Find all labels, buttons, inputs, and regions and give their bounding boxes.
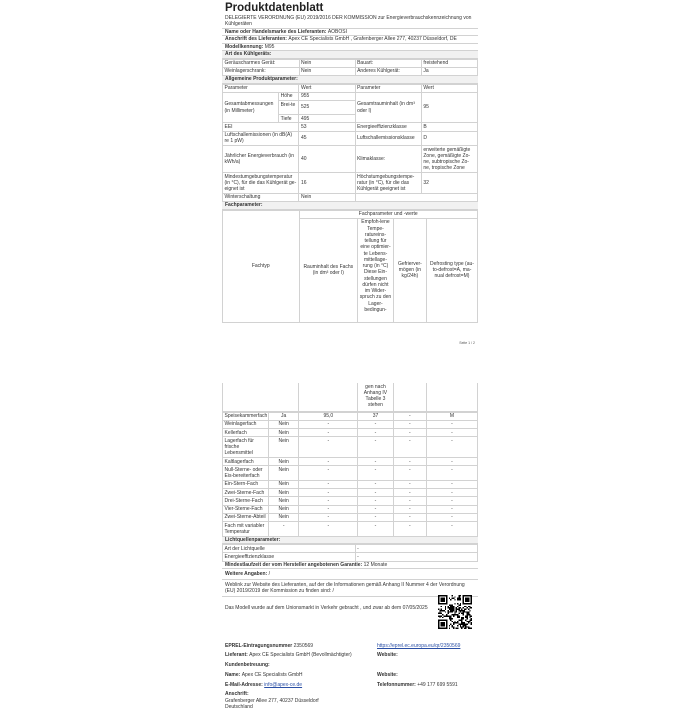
cell: Nein bbox=[268, 458, 299, 466]
cell: - bbox=[393, 513, 426, 521]
cell: - bbox=[393, 437, 426, 458]
warranty-label: Mindestlaufzeit der vom Hersteller angebotenen Garantie: bbox=[225, 562, 362, 568]
cell: - bbox=[393, 429, 426, 437]
cell: - bbox=[426, 522, 477, 537]
lieferant-label: Lieferant: bbox=[225, 652, 248, 658]
cell: Bauart: bbox=[355, 59, 421, 67]
temp-header-continued: gen nach Anhang IV Tabelle 3 stehen bbox=[358, 383, 394, 411]
cell bbox=[299, 383, 358, 411]
cell: - bbox=[299, 505, 358, 513]
cell: Nein bbox=[268, 497, 299, 505]
cell: - bbox=[358, 505, 394, 513]
cell: Ja bbox=[421, 67, 477, 75]
cell: 955 bbox=[299, 92, 355, 100]
name-value: Apex CE Specialists GmbH bbox=[242, 672, 303, 678]
model-row bbox=[222, 44, 478, 52]
cell: - bbox=[426, 437, 477, 458]
cell: Gesamtabmessungen (in Millimeter) bbox=[223, 92, 279, 123]
cell: - bbox=[426, 420, 477, 428]
website-label-2: Website: bbox=[377, 672, 398, 678]
cell: - bbox=[426, 458, 477, 466]
cell: - bbox=[393, 466, 426, 481]
lieferant-row bbox=[222, 650, 478, 660]
regulation-text: DELEGIERTE VERORDNUNG (EU) 2019/2016 DER KOMMISSION zur Energieverbrauchskennzeichnung von Kühlgeräten bbox=[225, 15, 475, 28]
cell: 32 bbox=[421, 173, 477, 194]
cell: Nein bbox=[268, 489, 299, 497]
compartment-table bbox=[222, 383, 478, 412]
header-cell: Parameter bbox=[355, 84, 421, 92]
eprel-row bbox=[222, 641, 478, 650]
address-row bbox=[222, 36, 478, 44]
cell: Weinlagerfach bbox=[223, 420, 269, 428]
supplier-label: Name oder Handelsmarke des Lieferanten: bbox=[225, 29, 326, 35]
cell bbox=[223, 383, 299, 411]
temp-header: Empfoh-lene Tempe-ratureins-tellung für eine optimier-te Lebens-mittellage-rung (in °C) Diese Ein-stellungen dürfen nicht im Wider-spruch zu den Lager-bedingun- bbox=[358, 218, 394, 322]
type-table bbox=[222, 59, 478, 77]
cell: Brei-te bbox=[279, 101, 299, 115]
table-row bbox=[223, 505, 478, 513]
cell: - bbox=[393, 489, 426, 497]
cell: - bbox=[426, 489, 477, 497]
weblink-text: Weblink zur Website des Lieferanten, auf der die Informationen gemäß Anhang II Nummer 4 der Verordnung (EU) 2019/2019 der Kommission zu finden sind: / bbox=[225, 582, 475, 595]
cell: Luftschallemissionsklasse bbox=[355, 131, 421, 146]
cell: 40 bbox=[299, 146, 355, 173]
table-row bbox=[223, 522, 478, 537]
cell: Höchstumgebungstempe-ratur (in °C), für die das Kühlgerät geeignet ist bbox=[355, 173, 421, 194]
table-row bbox=[223, 146, 478, 173]
table-row bbox=[223, 92, 478, 100]
appliance-type-heading bbox=[222, 51, 478, 59]
warranty-value: 12 Monate bbox=[364, 562, 388, 568]
table-row bbox=[223, 123, 478, 131]
cell: Nein bbox=[268, 466, 299, 481]
cell: Nein bbox=[268, 429, 299, 437]
further-value: / bbox=[269, 571, 270, 577]
cell: Speisekammerfach bbox=[223, 412, 269, 420]
page-number: Seite 1 / 2 bbox=[459, 341, 475, 345]
cell: Nein bbox=[268, 480, 299, 488]
table-row bbox=[223, 437, 478, 458]
table-header-row bbox=[223, 210, 478, 218]
cell: - bbox=[393, 522, 426, 537]
compartment-rows bbox=[222, 412, 478, 537]
cell: Nein bbox=[268, 437, 299, 458]
qr-code-icon bbox=[438, 595, 472, 629]
cell: - bbox=[393, 412, 426, 420]
cell: Energieeffizienzklasse bbox=[223, 553, 356, 561]
table-row bbox=[223, 173, 478, 194]
table-row bbox=[223, 497, 478, 505]
cell: Drei-Sterne-Fach bbox=[223, 497, 269, 505]
qr-code bbox=[438, 595, 472, 629]
cell: Jährlicher Energieverbrauch (in kWh/a) bbox=[223, 146, 299, 173]
regulation-row bbox=[222, 15, 478, 29]
cell: 16 bbox=[299, 173, 355, 194]
cell: Anderes Kühlgerät: bbox=[355, 67, 421, 75]
cell: 45 bbox=[299, 131, 355, 146]
cell: - bbox=[393, 480, 426, 488]
general-params-label: Allgemeine Produktparameter: bbox=[225, 76, 298, 82]
anschrift-value: Grafenberger Allee 277, 40237 Düsseldorf Deutschland bbox=[225, 698, 320, 710]
table-row bbox=[223, 67, 478, 75]
further-row bbox=[222, 569, 478, 580]
cell: Gesamtrauminhalt (in dm³ oder l) bbox=[355, 92, 421, 123]
page-title: Produktdatenblatt bbox=[222, 0, 478, 15]
anschrift-label: Anschrift: bbox=[225, 691, 475, 697]
cell: Nein bbox=[299, 193, 355, 201]
header-cell: Wert bbox=[421, 84, 477, 92]
table-row bbox=[223, 480, 478, 488]
cell: B bbox=[421, 123, 477, 131]
fach-header: Fachparameter und -werte bbox=[299, 210, 478, 218]
cell: - bbox=[299, 437, 358, 458]
cell: freistehend bbox=[421, 59, 477, 67]
lieferant-value: Apex CE Specialists GmbH (Bevollmächtigter) bbox=[249, 652, 352, 658]
table-row bbox=[223, 131, 478, 146]
compartment-params-heading bbox=[222, 202, 478, 210]
cell: - bbox=[299, 513, 358, 521]
header-cell: Parameter bbox=[223, 84, 299, 92]
cell: - bbox=[355, 545, 477, 553]
freeze-header: Gefrierver-mögen (in kg/24h) bbox=[393, 218, 426, 322]
cell: - bbox=[358, 489, 394, 497]
cell: - bbox=[426, 466, 477, 481]
raum-header: Rauminhalt des Fachs (in dm³ oder l) bbox=[299, 218, 358, 322]
cell: Fach mit variabler Temperatur bbox=[223, 522, 269, 537]
cell: - bbox=[358, 458, 394, 466]
cell: - bbox=[358, 420, 394, 428]
cell: - bbox=[393, 420, 426, 428]
left-margin bbox=[0, 0, 222, 700]
cell: 95 bbox=[421, 92, 477, 123]
cell: - bbox=[299, 522, 358, 537]
params-table bbox=[222, 84, 478, 203]
cell: erweiterte gemäßigte Zone, gemäßigte Zo-ne, subtropische Zo-ne, tropische Zone bbox=[421, 146, 477, 173]
general-params-heading bbox=[222, 76, 478, 84]
table-row bbox=[223, 553, 478, 561]
cell bbox=[355, 193, 477, 201]
name-label: Name: bbox=[225, 672, 240, 678]
cell: - bbox=[358, 522, 394, 537]
table-row bbox=[223, 59, 478, 67]
cell: - bbox=[268, 522, 299, 537]
fachtyp-header: Fachtyp bbox=[223, 210, 300, 322]
cell: Kaltlagerfach bbox=[223, 458, 269, 466]
website-label: Website: bbox=[377, 652, 398, 658]
contact-row bbox=[222, 680, 478, 690]
table-row bbox=[223, 458, 478, 466]
light-table bbox=[222, 544, 478, 562]
cell: - bbox=[299, 480, 358, 488]
cell: 37 bbox=[358, 412, 394, 420]
appliance-type-label: Art des Kühlgeräts: bbox=[225, 51, 271, 57]
cell: 53 bbox=[299, 123, 355, 131]
eprel-value: 2350569 bbox=[294, 643, 313, 649]
cell: D bbox=[421, 131, 477, 146]
light-params-heading bbox=[222, 537, 478, 545]
cell: Nein bbox=[299, 67, 355, 75]
cell: Zwei-Sterne-Fach bbox=[223, 489, 269, 497]
cell: - bbox=[299, 458, 358, 466]
cell: 495 bbox=[299, 115, 355, 123]
cell: Winterschaltung bbox=[223, 193, 299, 201]
cell: Mindestumgebungstemperatur (in °C), für die das Kühlgerät ge-eignet ist bbox=[223, 173, 299, 194]
phone-value: +49 177 699 5591 bbox=[417, 682, 457, 688]
kunden-label: Kundenbetreuung: bbox=[225, 662, 270, 668]
cell: - bbox=[393, 497, 426, 505]
table-row bbox=[223, 545, 478, 553]
cell: Energieeffizienzklasse bbox=[355, 123, 421, 131]
address-value: Apex CE Specialists GmbH , Grafenberger Allee 277, 40237 Düsseldorf, DE bbox=[288, 36, 456, 42]
eprel-label: EPREL-Eintragungsnummer bbox=[225, 643, 292, 649]
cell: Kellerfach bbox=[223, 429, 269, 437]
header-cell: Wert bbox=[299, 84, 355, 92]
eprel-link[interactable]: https://eprel.ec.europa.eu/qr/2350569 bbox=[377, 643, 460, 649]
cell: Art der Lichtquelle bbox=[223, 545, 356, 553]
table-row bbox=[223, 429, 478, 437]
cell: - bbox=[358, 480, 394, 488]
table-row bbox=[223, 489, 478, 497]
cell: Weinlagerschrank: bbox=[223, 67, 300, 75]
cell bbox=[393, 383, 426, 411]
cell: - bbox=[358, 437, 394, 458]
cell: - bbox=[299, 497, 358, 505]
cell: - bbox=[355, 553, 477, 561]
further-label: Weitere Angaben: bbox=[225, 571, 267, 577]
right-margin bbox=[478, 0, 700, 700]
cell: Klimaklasse: bbox=[355, 146, 421, 173]
cell: Geräuscharmes Gerät: bbox=[223, 59, 300, 67]
cell: - bbox=[393, 505, 426, 513]
table-row bbox=[223, 420, 478, 428]
phone-label: Telefonnummer: bbox=[377, 682, 416, 688]
name-row bbox=[222, 670, 478, 680]
cell: - bbox=[426, 513, 477, 521]
cell: 525 bbox=[299, 101, 355, 115]
model-value: M95 bbox=[265, 44, 275, 50]
cell: 95,0 bbox=[299, 412, 358, 420]
compartment-header-table bbox=[222, 210, 478, 323]
cell: Null-Sterne- oder Eis-bereiterfach bbox=[223, 466, 269, 481]
warranty-row bbox=[222, 562, 478, 570]
cell: - bbox=[358, 513, 394, 521]
cell: - bbox=[426, 505, 477, 513]
market-text: Das Modell wurde auf dem Unionsmarkt in Verkehr gebracht , und zwar ab dem 07/05/2025 bbox=[222, 605, 478, 611]
address-label: Anschrift des Lieferanten: bbox=[225, 36, 287, 42]
email-label: E-Mail-Adresse: bbox=[225, 682, 263, 688]
cell: - bbox=[358, 429, 394, 437]
supplier-row bbox=[222, 29, 478, 37]
cell: - bbox=[299, 429, 358, 437]
cell: - bbox=[426, 429, 477, 437]
table-row bbox=[223, 412, 478, 420]
cell: EEI bbox=[223, 123, 299, 131]
cell: - bbox=[426, 497, 477, 505]
cell bbox=[426, 383, 477, 411]
cell: M bbox=[426, 412, 477, 420]
cell: Tiefe bbox=[279, 115, 299, 123]
cell: Zwei-Sterne-Abteil bbox=[223, 513, 269, 521]
table-row bbox=[223, 383, 478, 411]
email-link[interactable]: info@apex-ce.de bbox=[264, 682, 302, 688]
cell: Nein bbox=[268, 420, 299, 428]
cell: Ein-Stern-Fach bbox=[223, 480, 269, 488]
anschrift-block bbox=[222, 690, 478, 710]
cell: Vier-Sterne-Fach bbox=[223, 505, 269, 513]
supplier-value: AOBOSI bbox=[328, 29, 347, 35]
cell: - bbox=[358, 466, 394, 481]
cell: - bbox=[393, 458, 426, 466]
compartment-params-label: Fachparameter: bbox=[225, 202, 263, 208]
cell: - bbox=[299, 420, 358, 428]
table-row bbox=[223, 466, 478, 481]
cell: Nein bbox=[268, 513, 299, 521]
cell: Ja bbox=[268, 412, 299, 420]
cell: - bbox=[299, 489, 358, 497]
light-params-label: Lichtquellenparameter: bbox=[225, 537, 280, 543]
table-header-row bbox=[223, 84, 478, 92]
model-label: Modellkennung: bbox=[225, 44, 263, 50]
cell: - bbox=[426, 480, 477, 488]
cell: Nein bbox=[299, 59, 355, 67]
document-page-2 bbox=[222, 383, 478, 700]
cell: Höhe bbox=[279, 92, 299, 100]
cell: Nein bbox=[268, 505, 299, 513]
cell: Lagerfach für frische Lebensmittel bbox=[223, 437, 269, 458]
cell: - bbox=[299, 466, 358, 481]
table-row bbox=[223, 513, 478, 521]
cell: Luftschallemissionen (in dB(A) re 1 pW) bbox=[223, 131, 299, 146]
table-row bbox=[223, 193, 478, 201]
cell: - bbox=[358, 497, 394, 505]
kunden-row bbox=[222, 660, 478, 670]
defrost-header: Defrosting type (au-to-defrost=A, ma-nual defrost=M) bbox=[426, 218, 477, 322]
document-page-1 bbox=[222, 0, 478, 348]
